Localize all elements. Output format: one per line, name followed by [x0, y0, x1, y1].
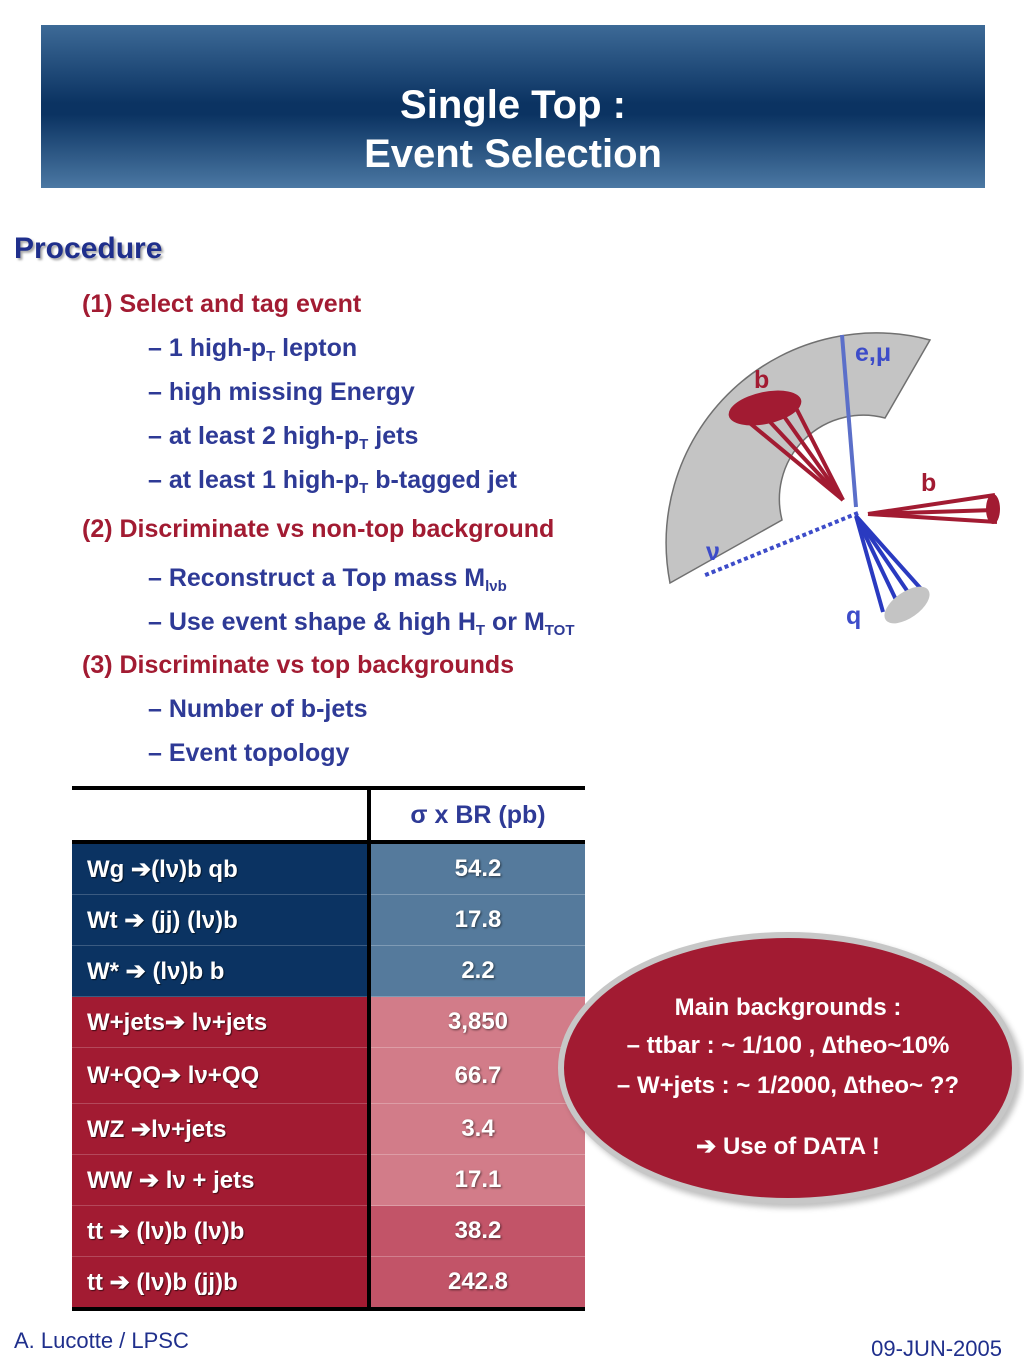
step-3-item-2: – Event topology — [148, 739, 350, 767]
step-1: (1) Select and tag event — [82, 290, 362, 318]
row-label: WW ➔ lν + jets — [72, 1155, 369, 1206]
event-diagram — [650, 300, 1024, 640]
label-b-1: b — [754, 366, 770, 394]
bubble-conclusion: ➔ Use of DATA ! — [696, 1133, 880, 1160]
footer-date: 09-JUN-2005 — [871, 1336, 1002, 1361]
table-row — [72, 1104, 585, 1155]
bubble-title: Main backgrounds : — [674, 994, 902, 1021]
row-label: tt ➔ (lν)b (lν)b — [72, 1206, 369, 1257]
row-label: W+QQ➔ lν+QQ — [72, 1048, 369, 1104]
step-2-item-1: – Reconstruct a Top mass $M_{l\nu b}$ — [148, 564, 507, 595]
row-value: 3.4 — [369, 1104, 585, 1155]
table-header-empty — [72, 788, 369, 842]
row-value: 242.8 — [369, 1257, 585, 1310]
step-2: (2) Discriminate vs non-top background — [82, 515, 555, 543]
label-q: q — [846, 602, 862, 630]
step-1-item-4: – at least 1 high-$p_T$ b-tagged jet — [148, 466, 517, 497]
title-line-1: Single Top : — [400, 83, 626, 127]
row-value: 2.2 — [369, 946, 585, 997]
cross-section-table — [72, 786, 585, 1311]
row-label: W* ➔ (lν)b b — [72, 946, 369, 997]
step-3: (3) Discriminate vs top backgrounds — [82, 651, 515, 679]
procedure-heading: Procedure — [14, 232, 163, 265]
row-label: tt ➔ (lν)b (jj)b — [72, 1257, 369, 1310]
row-label: W+jets➔ lν+jets — [72, 997, 369, 1048]
table-row — [72, 895, 585, 946]
step-2-item-2: – Use event shape & high $H_T$ or $M_{TOT}$ — [148, 608, 575, 639]
row-label: Wt ➔ (jj) (lν)b — [72, 895, 369, 946]
bubble-ttbar: – ttbar : ~ 1/100 , ∆theo~10% — [626, 1032, 950, 1059]
title-line-2: Event Selection — [364, 132, 662, 176]
table-header-xsec: σ x BR (pb) — [369, 788, 585, 842]
row-label: Wg ➔(lν)b qb — [72, 842, 369, 895]
label-b-2: b — [921, 469, 937, 497]
table-row — [72, 842, 585, 895]
table-row — [72, 1257, 585, 1310]
footer-author: A. Lucotte / LPSC — [14, 1328, 189, 1353]
row-value: 66.7 — [369, 1048, 585, 1104]
row-value: 38.2 — [369, 1206, 585, 1257]
label-nu: ν — [706, 538, 720, 566]
q-jet — [856, 516, 936, 631]
label-lepton: e,μ — [855, 339, 892, 367]
step-1-item-1: – 1 high-$p_T$ lepton — [148, 334, 358, 365]
bubble-wjets: – W+jets : ~ 1/2000, ∆theo~ ?? — [616, 1072, 960, 1099]
b-jet-2 — [868, 494, 1000, 524]
step-3-item-1: – Number of b-jets — [148, 695, 368, 723]
step-1-item-2: – high missing Energy — [148, 378, 415, 406]
table-row — [72, 946, 585, 997]
main-backgrounds-bubble — [558, 932, 1018, 1204]
row-value: 17.1 — [369, 1155, 585, 1206]
table-row — [72, 1155, 585, 1206]
table-header-row — [72, 788, 585, 842]
table-row — [72, 1048, 585, 1104]
row-value: 3,850 — [369, 997, 585, 1048]
table-row — [72, 1206, 585, 1257]
table-row — [72, 997, 585, 1048]
step-1-item-3: – at least 2 high-$p_T$ jets — [148, 422, 419, 453]
title-banner — [41, 25, 985, 188]
row-value: 17.8 — [369, 895, 585, 946]
row-label: WZ ➔lν+jets — [72, 1104, 369, 1155]
row-value: 54.2 — [369, 842, 585, 895]
